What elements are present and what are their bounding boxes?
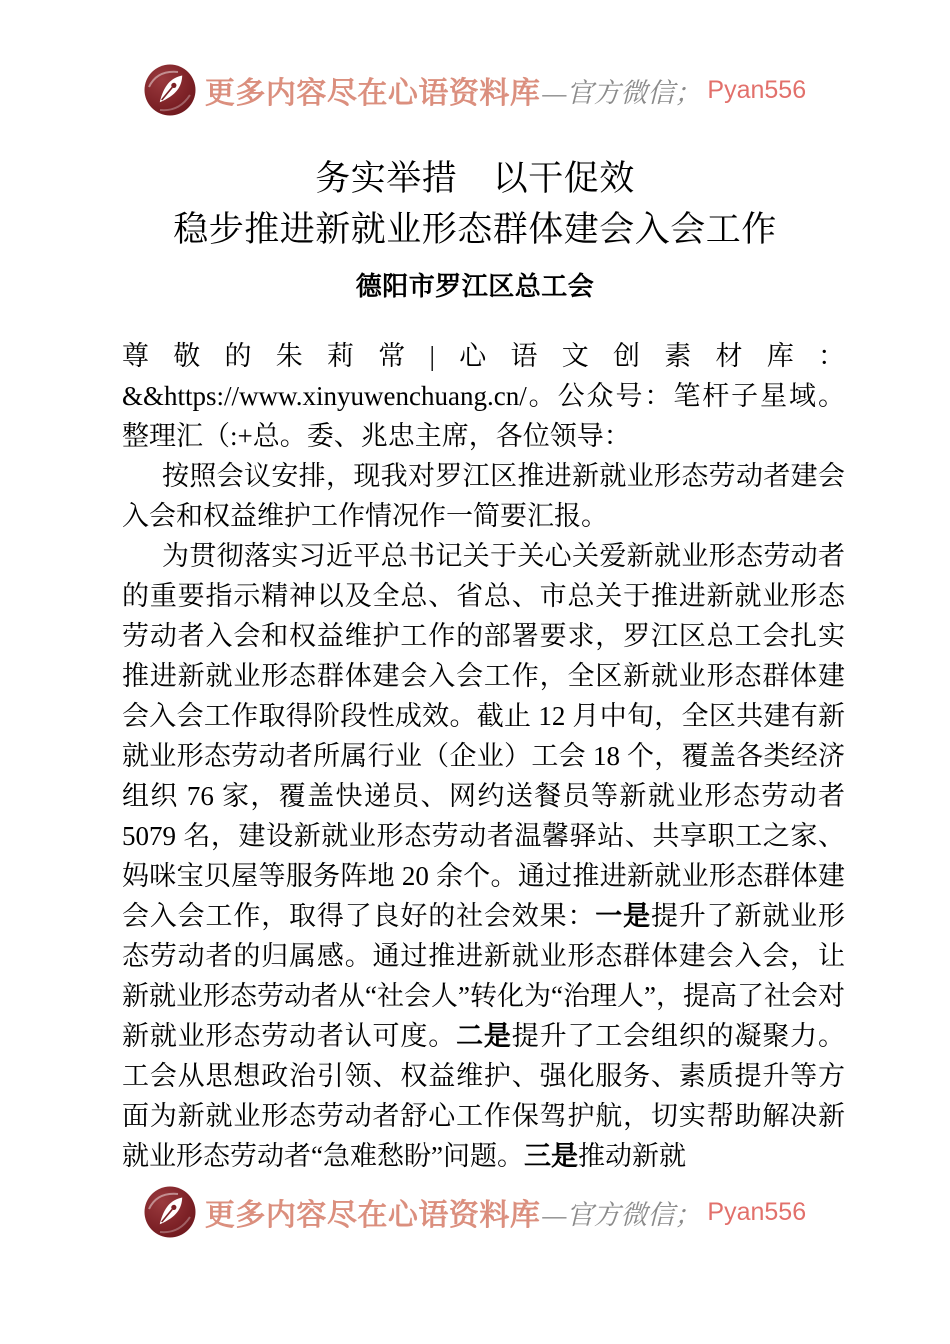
document-title [0,153,950,255]
watermark-brand-text: 更多内容尽在心语资料库 [204,1199,541,1232]
bold-text-segment: 一是 [595,901,651,931]
text-segment: 提升了工会组织的凝聚力。工会从思想政治引领、权益维护、强化服务、素质提升等方面为新就业形态劳动者舒心工作保驾护航，切实帮助解决新就业形态劳动者“急难愁盼”问题。 [122,1021,846,1171]
text-segment: 为贯彻落实习近平总书记关于关心关爱新就业形态劳动者的重要指示精神以及全总、省总、市总关于推进新就业形态劳动者入会和权益维护工作的部署要求，罗江区总工会扎实推进新就业形态群体建会入会工作，全区新就业形态群体建会入会工作取得阶段性成效。截止 12 月中旬，全区共建有新就业形态劳动者所属行业（企业）工会 18 个，覆盖各类经济组织 76 家，覆盖快递员、网约送餐员等新就业形态劳动者 5079 名，建设新就业形态劳动者温馨驿站、共享职工之家、妈咪宝贝屋等服务阵地 20 余个。通过推进新就业形态群体建会入会工作，取得了良好的社会效果： [122,541,845,931]
watermark-account-text: Pyan556 [707,75,807,104]
bold-text-segment: 二是 [456,1021,512,1051]
bold-text-segment: 三是 [523,1141,578,1171]
watermark-channel-text: —官方微信； [542,1199,702,1230]
pen-nib-logo-icon [144,64,196,116]
document-subtitle: 德阳市罗江区总工会 [355,271,595,301]
text-segment: 提升了新就业形态劳动者的归属感。通过推进新就业形态群体建会入会，让新就业形态劳动者从“社会人”转化为“治理人”，提高了社会对新就业形态劳动者认可度。 [122,901,846,1051]
paragraph [122,536,845,1176]
text-segment: 尊敬的朱莉常|心语文创素材库：&&https://www.xinyuwenchuang.cn/。公众号：笔杆子星域。整理汇（:+总。委、兆忠主席，各位领导： [122,341,845,451]
document-body [122,336,845,1176]
watermark-brand-text: 更多内容尽在心语资料库 [204,77,541,110]
paragraph [122,336,845,456]
text-segment: 按照会议安排，现我对罗江区推进新就业形态劳动者建会入会和权益维护工作情况作一简要汇报。 [122,461,845,531]
text-segment: 推动新就 [577,1141,686,1171]
title-line-1: 务实举措 以干促效 [315,159,635,198]
header-watermark [0,64,950,116]
pen-nib-logo-icon [144,1186,196,1238]
title-line-2: 稳步推进新就业形态群体建会入会工作 [173,210,777,249]
paragraph [122,456,845,536]
footer-watermark [0,1186,950,1238]
watermark-account-text: Pyan556 [707,1197,807,1226]
watermark-channel-text: —官方微信； [542,77,702,108]
